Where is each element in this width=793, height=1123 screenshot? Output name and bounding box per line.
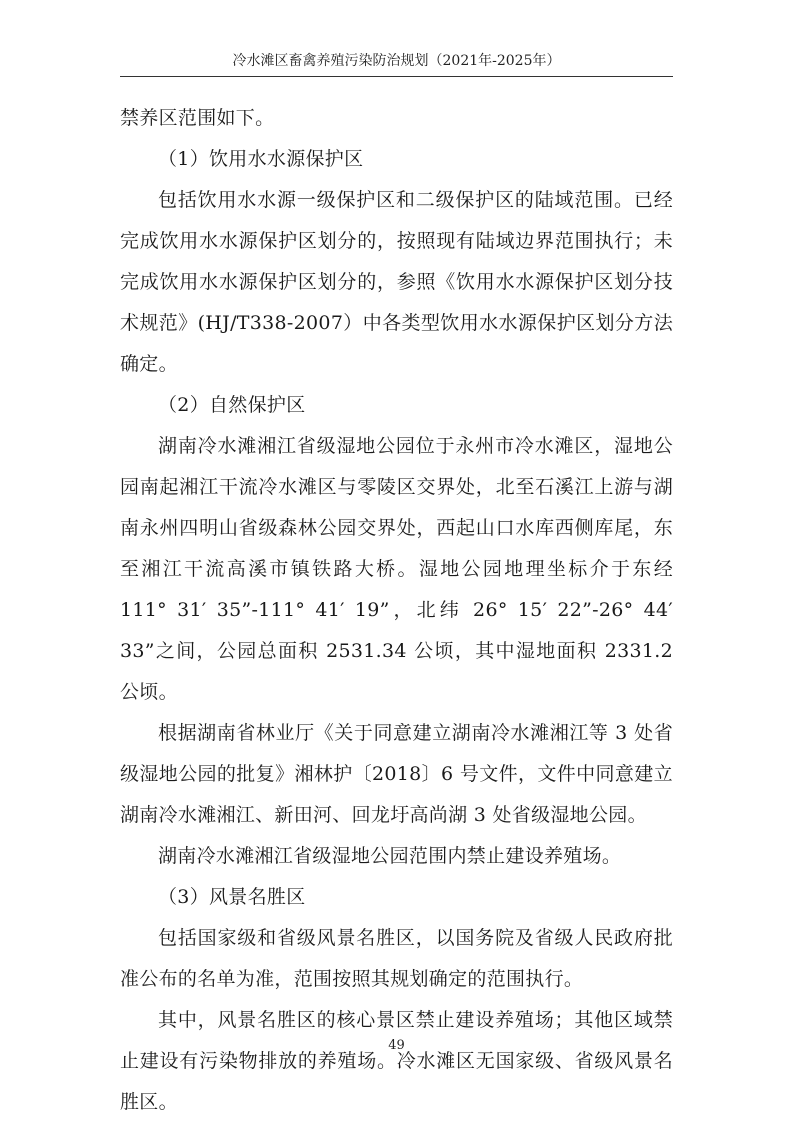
- paragraph-core-scenic: 其中，风景名胜区的核心景区禁止建设养殖场；其他区域禁止建设有污染物排放的养殖场。冷水滩区无国家级、省级风景名胜区。: [120, 1009, 673, 1113]
- section-heading-drinking-water: （1）饮用水水源保护区: [158, 148, 364, 170]
- paragraph-scenic-area: 包括国家级和省级风景名胜区，以国务院及省级人民政府批准公布的名单为准，范围按照其规划确定的范围执行。: [120, 927, 673, 990]
- paragraph-approval: 根据湖南省林业厅《关于同意建立湖南冷水滩湘江等 3 处省级湿地公园的批复》湘林护〔2018〕6 号文件，文件中同意建立湖南冷水滩湘江、新田河、回龙圩高尚湖 3 处省级湿地公园。: [120, 722, 673, 826]
- paragraph-prohibition: 湖南冷水滩湘江省级湿地公园范围内禁止建设养殖场。: [158, 845, 622, 867]
- paragraph-continuation: 禁养区范围如下。: [120, 107, 275, 129]
- page-number: 49: [388, 1038, 405, 1053]
- header-divider: [120, 76, 673, 77]
- section-heading-nature-reserve: （2）自然保护区: [158, 394, 306, 416]
- paragraph-wetland-park: 湖南冷水滩湘江省级湿地公园位于永州市冷水滩区，湿地公园南起湘江干流冷水滩区与零陵区交界处，北至石溪江上游与湖南永州四明山省级森林公园交界处，西起山口水库西侧库尾，东至湘江干流高溪市镇铁路大桥。湿地公园地理坐标介于东经 111° 31′ 35”-111° 41′ 19”，北纬 26° 15′ 22”-26° 44′ 33”之间，公园总面积 2531.34 公顷，其中湿地面积 2331.2 公顷。: [120, 435, 673, 703]
- document-body: [120, 98, 673, 1123]
- section-heading-scenic-area: （3）风景名胜区: [158, 886, 306, 908]
- paragraph-drinking-water: 包括饮用水水源一级保护区和二级保护区的陆域范围。已经完成饮用水水源保护区划分的，按照现有陆域边界范围执行；未完成饮用水水源保护区划分的，参照《饮用水水源保护区划分技术规范》(HJ/T338-2007）中各类型饮用水水源保护区划分方法确定。: [120, 189, 673, 375]
- page-header: 冷水滩区畜禽养殖污染防治规划（2021年-2025年）: [232, 53, 561, 69]
